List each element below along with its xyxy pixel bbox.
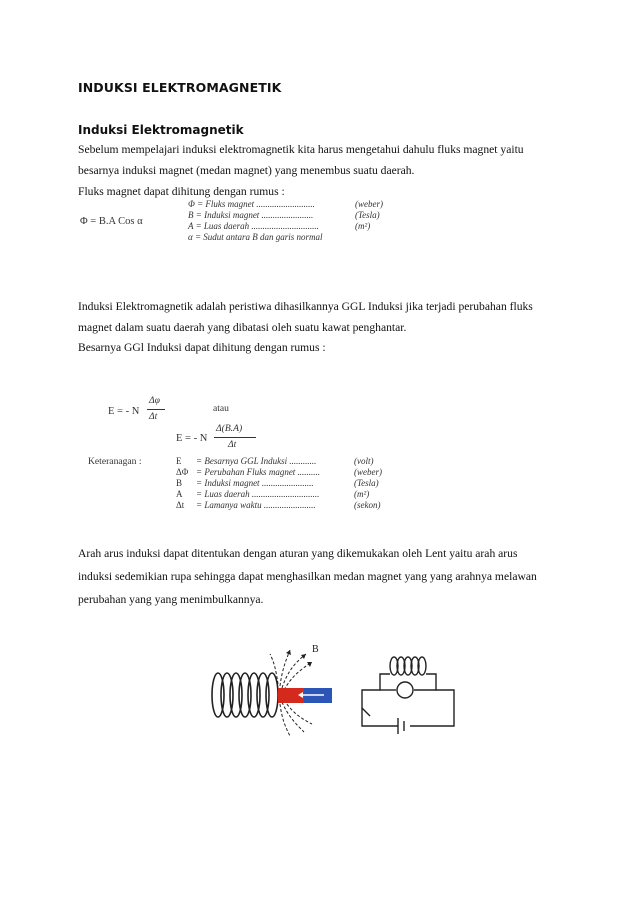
emf-legend-row: = Besarnya GGL Induksi ............	[196, 456, 317, 466]
flux-legend-row: B = Induksi magnet .......................	[188, 210, 314, 220]
emf-legend-symbol: ΔΦ	[176, 467, 189, 477]
solenoid-icon	[390, 657, 426, 675]
wire-icon	[362, 674, 398, 726]
wire-icon	[410, 674, 454, 726]
emf-equation-denominator: Δt	[149, 411, 158, 422]
emf-legend-row: = Luas daerah ..............................	[196, 489, 320, 499]
emf-legend-row: = Perubahan Fluks magnet ..........	[196, 467, 321, 477]
paragraph-line: Besarnya GGl Induksi dapat dihitung dengan rumus :	[78, 341, 326, 354]
emf-legend-row: = Induksi magnet .......................	[196, 478, 314, 488]
emf-legend-symbol: B	[176, 478, 183, 488]
emf-legend-unit: (volt)	[354, 456, 374, 466]
emf-formula-block	[88, 392, 398, 517]
emf-equation-denominator: Δt	[228, 439, 237, 450]
emf-equation-left: E = - N	[176, 433, 208, 444]
emf-legend-unit: (sekon)	[354, 500, 381, 510]
flux-legend-row: α = Sudut antara B dan garis normal	[188, 232, 323, 242]
fraction-bar	[214, 437, 256, 438]
document-title: INDUKSI ELEKTROMAGNETIK	[78, 80, 282, 95]
flux-legend-unit: (Tesla)	[355, 210, 380, 220]
flux-legend-row: A = Luas daerah ..............................	[188, 221, 319, 231]
emf-legend-symbol: Δt	[176, 500, 185, 510]
coil-magnet-figure	[200, 640, 350, 740]
emf-equation-left: E = - N	[108, 406, 140, 417]
paragraph-line: induksi sedemikian rupa sehingga dapat menghasilkan medan magnet yang yang arahnya melawan	[78, 570, 537, 583]
paragraph-line: Induksi Elektromagnetik adalah peristiwa dihasilkannya GGL Induksi jika terjadi perubahan fluks	[78, 300, 533, 313]
paragraph-line: Sebelum mempelajari induksi elektromagnetik kita harus mengetahui dahulu fluks magnet yaitu	[78, 143, 524, 156]
keterangan-label: Keteranagan :	[88, 456, 142, 467]
fraction-bar	[147, 409, 165, 410]
atau-label: atau	[213, 403, 229, 414]
switch-icon	[362, 708, 370, 716]
galvanometer-icon	[397, 682, 413, 698]
emf-legend-row: = Lamanya waktu .......................	[196, 500, 316, 510]
flux-legend-unit: (weber)	[355, 199, 383, 209]
paragraph-line: perubahan yang yang menimbulkannya.	[78, 593, 264, 606]
field-label: B	[312, 644, 319, 655]
emf-legend-unit: (weber)	[354, 467, 382, 477]
coil-icon	[212, 673, 278, 717]
paragraph-line: besarnya induksi magnet (medan magnet) yang menembus suatu daerah.	[78, 164, 415, 177]
flux-legend-unit: (m²)	[355, 221, 371, 231]
emf-legend-unit: (m²)	[354, 489, 370, 499]
emf-legend-symbol: E	[176, 456, 182, 466]
circuit-figure	[350, 650, 460, 735]
paragraph-line: Fluks magnet dapat dihitung dengan rumus :	[78, 185, 285, 198]
flux-equation: Φ = B.A Cos α	[80, 216, 143, 227]
emf-legend-unit: (Tesla)	[354, 478, 379, 488]
emf-equation-numerator: Δφ	[149, 395, 160, 406]
flux-legend-row: Φ = Fluks magnet ..........................	[188, 199, 315, 209]
section-heading: Induksi Elektromagnetik	[78, 123, 244, 137]
emf-equation-numerator: Δ(B.A)	[216, 423, 243, 434]
paragraph-line: Arah arus induksi dapat ditentukan dengan aturan yang dikemukakan oleh Lent yaitu arah arus	[78, 547, 518, 560]
flux-formula-block	[80, 199, 383, 249]
emf-legend-symbol: A	[176, 489, 183, 499]
paragraph-line: magnet dalam suatu daerah yang dibatasi oleh suatu kawat penghantar.	[78, 321, 407, 334]
